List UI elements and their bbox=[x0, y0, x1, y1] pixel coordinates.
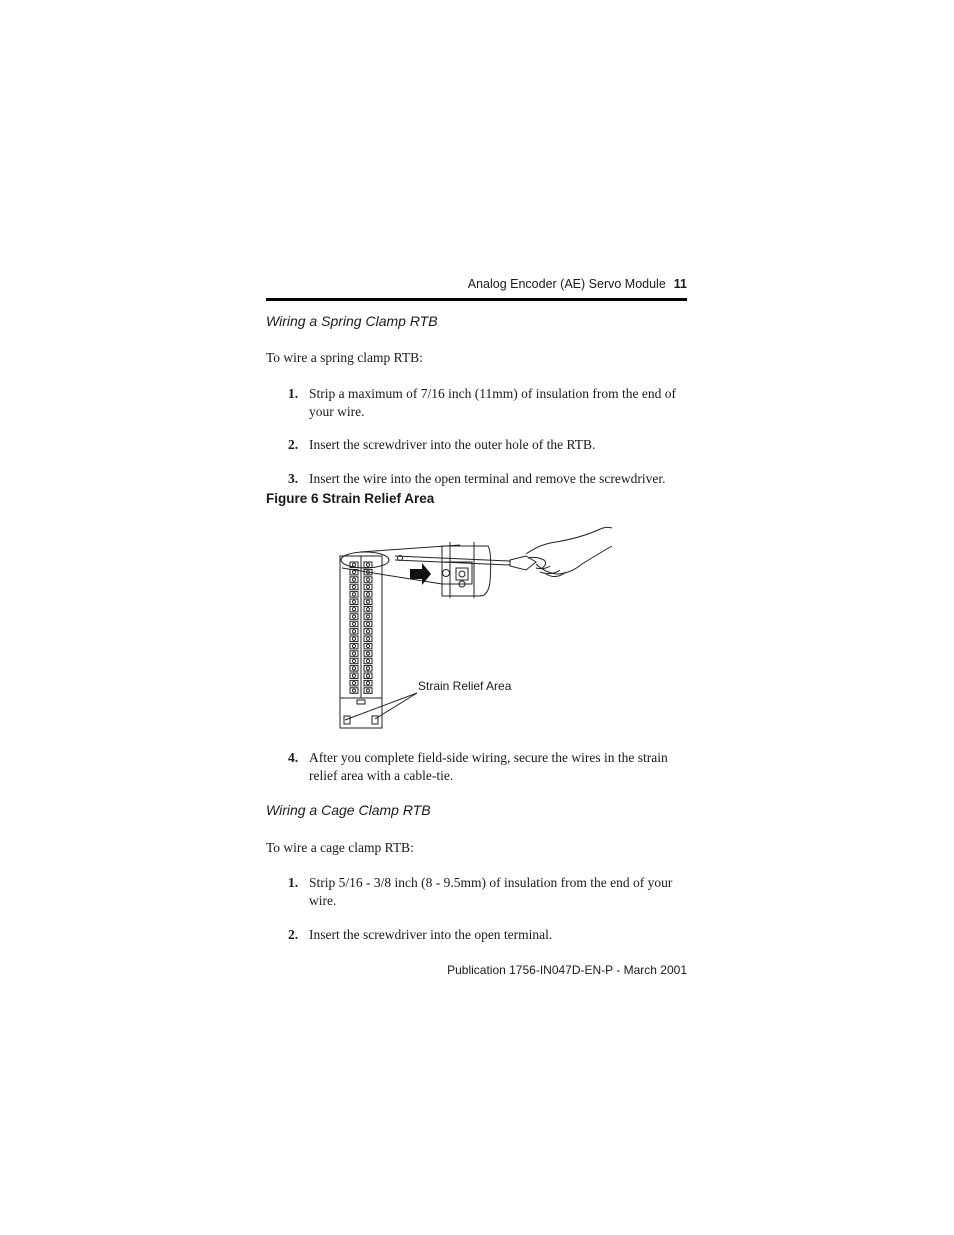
step-number: 1. bbox=[288, 386, 299, 401]
rtb-terminal-screw bbox=[366, 600, 369, 603]
page-number: 11 bbox=[673, 277, 687, 291]
rtb-terminal-screw bbox=[352, 630, 355, 633]
rtb-terminal-screw bbox=[366, 667, 369, 670]
rtb-terminal-screw bbox=[352, 652, 355, 655]
hand-outline bbox=[526, 527, 612, 554]
rtb-terminal-screw bbox=[366, 652, 369, 655]
rtb-terminal-screw bbox=[352, 571, 355, 574]
running-header bbox=[266, 277, 687, 291]
rtb-terminal-screw bbox=[366, 578, 369, 581]
strain-relief-figure bbox=[330, 512, 630, 734]
rtb-terminal-screw bbox=[366, 563, 369, 566]
rtb-terminal-screw bbox=[352, 674, 355, 677]
rtb-terminal-screw bbox=[352, 600, 355, 603]
rtb-terminal-screw bbox=[366, 585, 369, 588]
step-number: 2. bbox=[288, 437, 299, 452]
rtb-terminal-screw bbox=[352, 563, 355, 566]
rtb-terminal-screw bbox=[352, 578, 355, 581]
step-text: Strip 5/16 - 3/8 inch (8 - 9.5mm) of insulation from the end of your wire. bbox=[309, 875, 673, 908]
cage-intro: To wire a cage clamp RTB: bbox=[266, 840, 414, 855]
rtb-terminal-screw bbox=[352, 659, 355, 662]
rtb-terminal-screw bbox=[366, 630, 369, 633]
step-text: Insert the screwdriver into the open terminal. bbox=[309, 927, 553, 942]
rtb-terminal-screw bbox=[352, 608, 355, 611]
rtb-terminal-screw bbox=[352, 585, 355, 588]
rtb-terminal-screw bbox=[366, 622, 369, 625]
rtb-terminal-screw bbox=[352, 689, 355, 692]
rtb-terminal-screw bbox=[366, 659, 369, 662]
rtb-terminal-screw bbox=[366, 637, 369, 640]
step-text: After you complete field-side wiring, secure the wires in the strain relief area with a cable-tie. bbox=[309, 750, 668, 783]
rtb-terminal-screw bbox=[366, 682, 369, 685]
rtb-terminal-screw bbox=[352, 615, 355, 618]
rtb-terminal-screw bbox=[352, 667, 355, 670]
step-text: Insert the wire into the open terminal and remove the screwdriver. bbox=[309, 471, 666, 486]
rtb-terminal-screw bbox=[352, 682, 355, 685]
publication-footer: Publication 1756-IN047D-EN-P - March 2001 bbox=[447, 963, 687, 977]
strain-relief-callout: Strain Relief Area bbox=[418, 679, 512, 693]
rtb-terminal-screw bbox=[366, 593, 369, 596]
step-number: 2. bbox=[288, 927, 299, 942]
figure-caption: Figure 6 Strain Relief Area bbox=[266, 491, 435, 506]
rtb-terminal-screw bbox=[352, 645, 355, 648]
step-number: 4. bbox=[288, 750, 299, 765]
section-title-spring-clamp: Wiring a Spring Clamp RTB bbox=[266, 313, 438, 329]
step-number: 1. bbox=[288, 875, 299, 890]
rtb-terminal-screw bbox=[366, 608, 369, 611]
callout-leader-left bbox=[345, 693, 417, 720]
spring-intro: To wire a spring clamp RTB: bbox=[266, 350, 423, 365]
rtb-terminal-screw bbox=[366, 689, 369, 692]
strain-relief-tab-left bbox=[344, 716, 350, 724]
step-text: Strip a maximum of 7/16 inch (11mm) of insulation from the end of your wire. bbox=[309, 386, 676, 419]
header-title: Analog Encoder (AE) Servo Module bbox=[467, 277, 666, 291]
rtb-terminal-screw bbox=[366, 645, 369, 648]
rtb-terminal-screw bbox=[352, 593, 355, 596]
rtb-terminal-screw bbox=[352, 622, 355, 625]
rtb-terminal-screw bbox=[352, 637, 355, 640]
screwdriver-handle bbox=[510, 556, 536, 570]
rtb-terminal-screw bbox=[366, 615, 369, 618]
rtb-terminal-screw bbox=[366, 674, 369, 677]
header-rule bbox=[266, 298, 687, 301]
step-number: 3. bbox=[288, 471, 299, 486]
section-title-cage-clamp: Wiring a Cage Clamp RTB bbox=[266, 802, 431, 818]
rtb-illustration bbox=[330, 512, 630, 734]
step-text: Insert the screwdriver into the outer hole of the RTB. bbox=[309, 437, 596, 452]
